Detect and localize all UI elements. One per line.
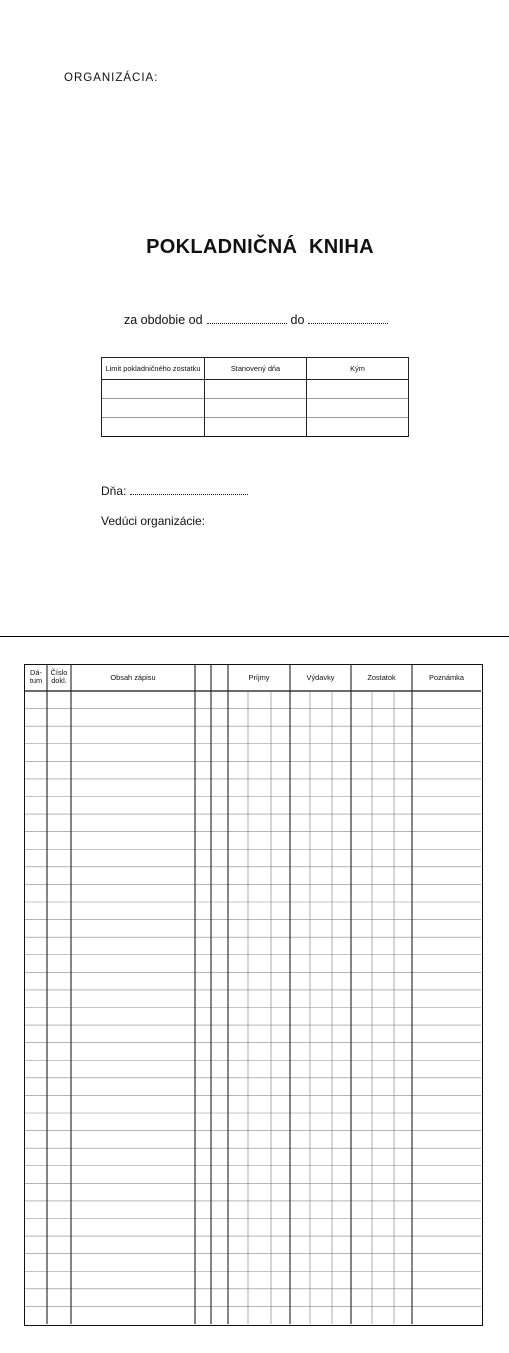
period-to-field[interactable] <box>308 314 388 324</box>
table-cell[interactable] <box>307 399 409 418</box>
cash-limit-table <box>101 357 409 437</box>
table-cell[interactable] <box>102 418 205 437</box>
limit-column-header: Limit pokladničného zostatku <box>102 358 205 380</box>
table-cell[interactable] <box>102 380 205 399</box>
ledger-header-vydavky: Výdavky <box>306 673 335 682</box>
ledger-header-prijmy: Príjmy <box>248 673 270 682</box>
table-cell[interactable] <box>205 418 307 437</box>
table-row <box>102 399 409 418</box>
table-row <box>102 418 409 437</box>
date-line <box>101 484 252 498</box>
ledger-header-cislo: Číslo dokl. <box>50 668 68 685</box>
period-line <box>124 313 392 327</box>
ledger-header-zostatok: Zostatok <box>367 673 396 682</box>
table-cell[interactable] <box>307 418 409 437</box>
document-title: POKLADNIČNÁ KNIHA <box>146 236 374 258</box>
set-date-column-header: Stanovený dňa <box>205 358 307 380</box>
period-from-label: za obdobie od <box>124 313 203 327</box>
table-cell[interactable] <box>205 380 307 399</box>
page-divider <box>0 636 509 637</box>
by-whom-column-header: Kým <box>307 358 409 380</box>
period-from-field[interactable] <box>207 314 287 324</box>
organization-label: ORGANIZÁCIA: <box>64 72 159 84</box>
table-row <box>102 380 409 399</box>
ledger-table <box>24 664 483 1326</box>
period-to-label: do <box>290 313 305 327</box>
date-label: Dňa: <box>101 484 127 498</box>
table-cell[interactable] <box>102 399 205 418</box>
head-of-organization-label: Vedúci organizácie: <box>101 514 206 528</box>
table-cell[interactable] <box>205 399 307 418</box>
ledger-header-datum: Dá- tum <box>29 668 43 685</box>
cash-limit-header-row <box>102 358 409 380</box>
ledger-header-poznamka: Poznámka <box>429 673 464 682</box>
ledger-header-obsah: Obsah zápisu <box>110 673 156 682</box>
table-cell[interactable] <box>307 380 409 399</box>
ledger-grid <box>25 665 481 1324</box>
date-field[interactable] <box>130 485 248 495</box>
